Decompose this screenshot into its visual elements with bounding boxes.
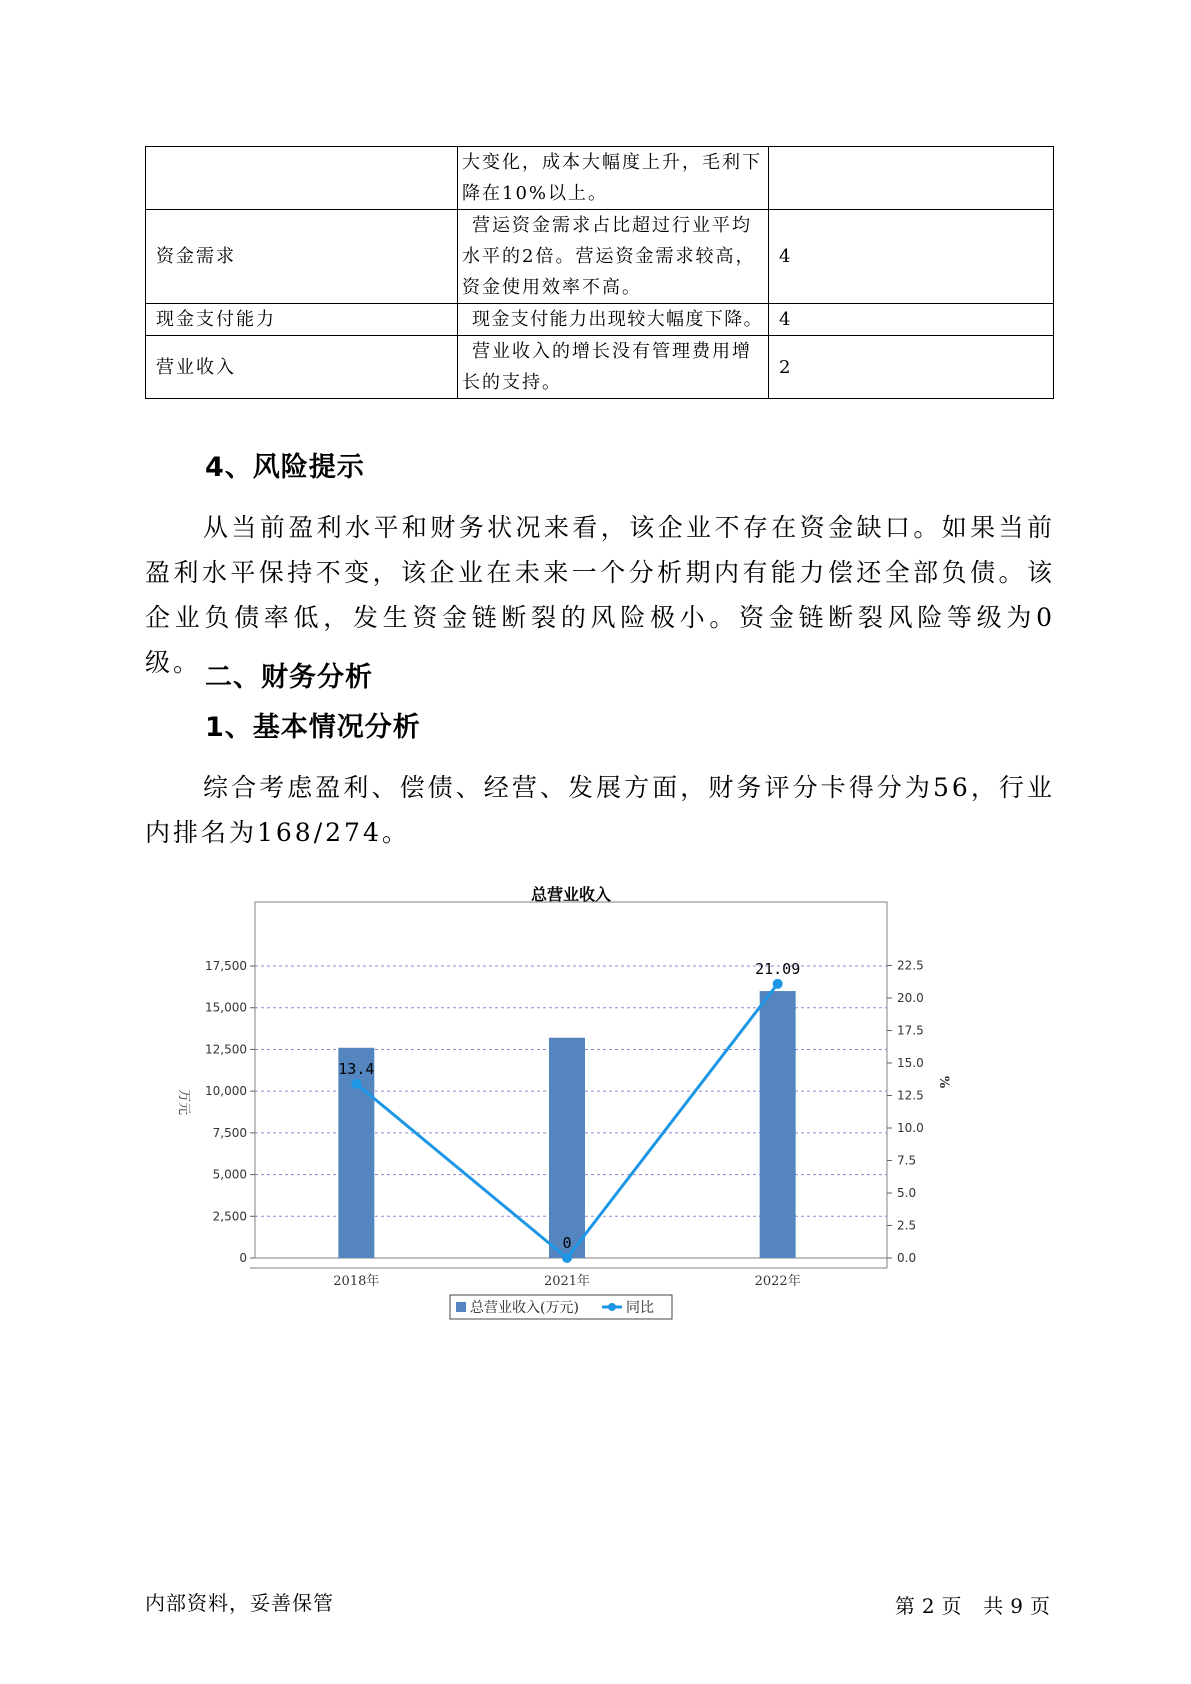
chart-title: 总营业收入 — [530, 885, 612, 904]
section-heading-risk: 4、风险提示 — [205, 452, 365, 483]
legend-label-bar: 总营业收入(万元) — [470, 1300, 579, 1316]
risk-description: 大变化，成本大幅度上升，毛利下降在10%以上。 — [458, 147, 769, 210]
legend-label-line: 同比 — [626, 1300, 654, 1316]
y-right-tick-label: 0.0 — [897, 1251, 917, 1265]
risk-item: 营业收入 — [146, 336, 458, 399]
page-total: 9 — [1010, 1594, 1024, 1618]
table-row — [146, 304, 1054, 336]
risk-score: 2 — [769, 336, 1054, 399]
y-right-tick-label: 15.0 — [897, 1056, 924, 1070]
line-point — [773, 979, 783, 989]
y-right-tick-label: 5.0 — [897, 1186, 917, 1200]
revenue-chart — [160, 880, 1060, 1340]
y-right-tick-label: 20.0 — [897, 991, 924, 1005]
y-tick-label: 7,500 — [212, 1125, 247, 1140]
x-tick-label: 2018年 — [333, 1274, 380, 1289]
legend-swatch-point — [608, 1303, 616, 1311]
y-tick-label: 10,000 — [205, 1084, 247, 1099]
data-label: 21.09 — [755, 959, 801, 978]
chart-svg — [160, 880, 1060, 1340]
y-tick-label: 0 — [239, 1251, 247, 1265]
y-axis-label: 万元 — [176, 1088, 191, 1116]
y-tick-label: 5,000 — [212, 1167, 247, 1182]
risk-description: 现金支付能力出现较大幅度下降。 — [458, 304, 769, 336]
y-right-tick-label: 10.0 — [897, 1121, 924, 1135]
basic-paragraph: 综合考虑盈利、偿债、经营、发展方面，财务评分卡得分为56，行业内排名为168/274。 — [145, 773, 1055, 847]
page-number: 2 — [921, 1594, 936, 1618]
risk-paragraph: 从当前盈利水平和财务状况来看，该企业不存在资金缺口。如果当前盈利水平保持不变，该企业在未来一个分析期内有能力偿还全部负债。该企业负债率低，发生资金链断裂的风险极小。资金链断裂风险等级为0级。 — [145, 513, 1055, 677]
table-row — [146, 336, 1054, 399]
section-heading-basic: 1、基本情况分析 — [205, 712, 421, 743]
line-point — [351, 1079, 361, 1089]
risk-description: 营业收入的增长没有管理费用增长的支持。 — [458, 336, 769, 399]
y-right-tick-label: 12.5 — [897, 1088, 924, 1103]
risk-item — [146, 147, 458, 210]
page-indicator: 第 2 页 共 9 页 — [894, 1594, 1051, 1618]
section-heading-financial: 二、财务分析 — [205, 662, 373, 693]
y-right-tick-label: 2.5 — [897, 1218, 917, 1233]
risk-score: 4 — [769, 304, 1054, 336]
y-tick-label: 12,500 — [205, 1042, 247, 1057]
x-tick-label: 2021年 — [543, 1274, 591, 1289]
table-row — [146, 147, 1054, 210]
risk-score: 4 — [769, 210, 1054, 304]
y-tick-label: 15,000 — [205, 1000, 247, 1015]
bar — [549, 1038, 585, 1258]
y-tick-label: 2,500 — [212, 1209, 247, 1224]
bar — [760, 991, 796, 1258]
y-right-tick-label: 22.5 — [897, 958, 924, 973]
y-tick-label: 17,500 — [205, 959, 247, 974]
risk-table — [145, 146, 1054, 399]
data-label: 0 — [562, 1234, 572, 1252]
x-tick-label: 2022年 — [754, 1274, 801, 1289]
risk-item: 资金需求 — [146, 210, 458, 304]
y-right-tick-label: 17.5 — [897, 1023, 924, 1038]
y-right-tick-label: 7.5 — [897, 1153, 917, 1168]
risk-item: 现金支付能力 — [146, 304, 458, 336]
risk-description: 营运资金需求占比超过行业平均水平的2倍。营运资金需求较高，资金使用效率不高。 — [458, 210, 769, 304]
risk-score — [769, 147, 1054, 210]
footer-note: 内部资料，妥善保管 — [145, 1591, 334, 1615]
data-label: 13.4 — [338, 1059, 375, 1078]
line-point — [562, 1253, 572, 1263]
table-row — [146, 210, 1054, 304]
y-right-axis-label: % — [936, 1075, 951, 1089]
legend-swatch-bar — [456, 1302, 466, 1312]
